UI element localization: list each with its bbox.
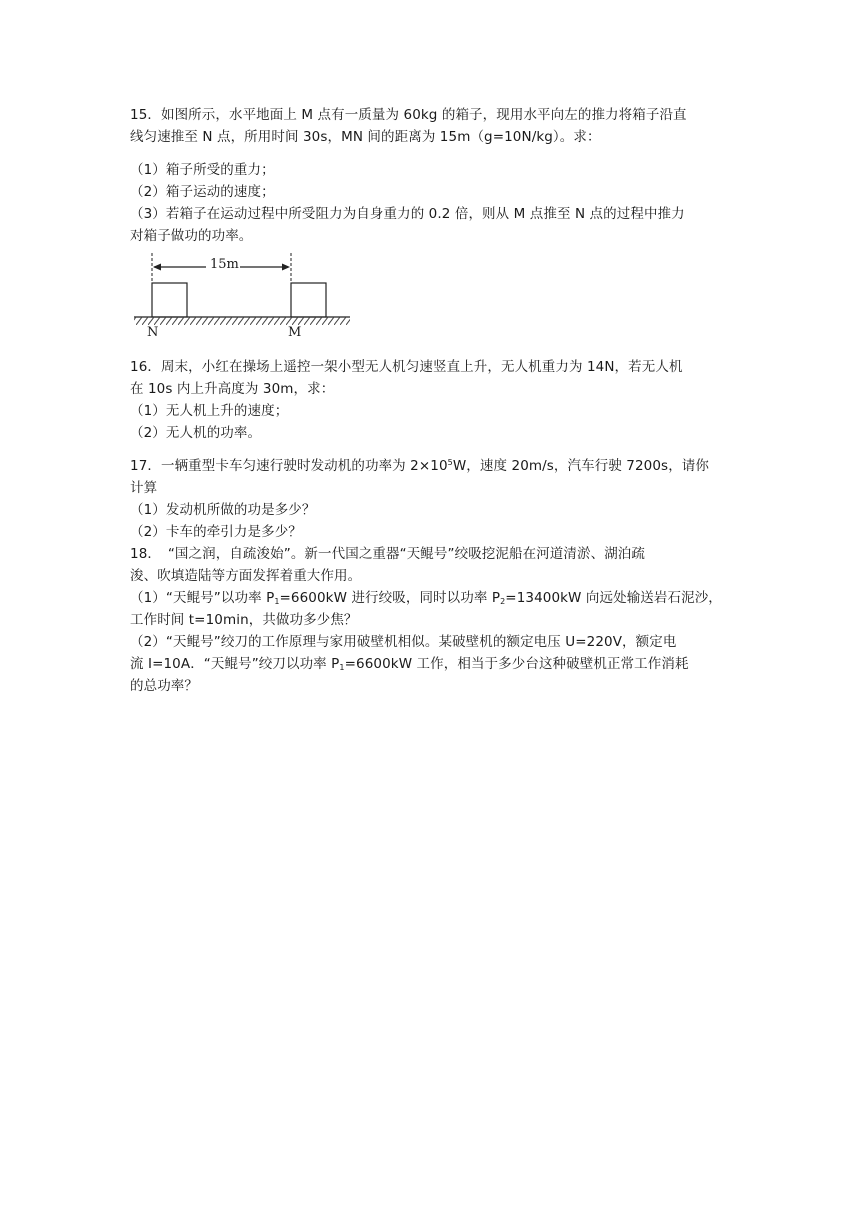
- q18-stem-line1: 18． “国之润，自疏浚始”。新一代国之重器“天鲲号”绞吸挖泥船在河道清淤、湖泊疏: [130, 546, 646, 562]
- point-n-label: N: [147, 325, 159, 340]
- q16-part1: （1）无人机上升的速度；: [130, 403, 289, 419]
- worksheet-page: [130, 104, 735, 697]
- q17-part2: （2）卡车的牵引力是多少？: [130, 524, 302, 540]
- q15-part1: （1）箱子所受的重力；: [130, 162, 275, 178]
- q15-stem-line2: 线匀速推至 N 点，所用时间 30s，MN 间的距离为 15m（g=10N/kg）。求：: [130, 129, 601, 145]
- q16-stem-line1: 16．周末，小红在操场上遥控一架小型无人机匀速竖直上升，无人机重力为 14N，若无人机: [130, 359, 683, 375]
- q16-stem-line2: 在 10s 内上升高度为 30m，求：: [130, 381, 335, 397]
- q17-stem-line1: 17．一辆重型卡车匀速行驶时发动机的功率为 $2\times 10^5W$，速度 20m/s，汽车行驶 7200s，请你: [130, 458, 709, 474]
- q17-part1: （1）发动机所做的功是多少？: [130, 502, 316, 518]
- question-17: [130, 455, 735, 543]
- q18-part2-line2: 流 I=10A．“天鲲号”绞刀以功率 $P_1=6600kW$ 工作，相当于多少台这种破壁机正常工作消耗: [130, 656, 689, 672]
- q15-part3-line2: 对箱子做功的功率。: [130, 228, 253, 244]
- q17-stem-line2: 计算: [130, 480, 158, 496]
- distance-label: 15m: [210, 257, 239, 272]
- point-m-label: M: [288, 325, 302, 340]
- q15-part2: （2）箱子运动的速度；: [130, 184, 275, 200]
- box-at-n: [152, 283, 187, 317]
- q15-part3-line1: （3）若箱子在运动过程中所受阻力为自身重力的 0.2 倍，则从 M 点推至 N 点的过程中推力: [130, 206, 685, 222]
- question-16: [130, 356, 735, 444]
- q18-part1-line1: （1）“天鲲号”以功率 $P_1=6600kW$ 进行绞吸，同时以功率 $P_2=13400kW$ 向远处输送岩石泥沙，: [130, 590, 722, 606]
- q15-box-diagram: [130, 253, 360, 345]
- q15-stem-line1: 15．如图所示，水平地面上 M 点有一质量为 60kg 的箱子，现用水平向左的推力将箱子沿直: [130, 107, 687, 123]
- question-18: [130, 543, 735, 697]
- box-at-m: [291, 283, 326, 317]
- q18-part2-line1: （2）“天鲲号”绞刀的工作原理与家用破壁机相似。某破壁机的额定电压 U=220V，额定电: [130, 634, 677, 650]
- q16-part2: （2）无人机的功率。: [130, 425, 262, 441]
- q18-part2-line3: 的总功率？: [130, 678, 198, 694]
- q18-part1-line2: 工作时间 t=10min，共做功多少焦？: [130, 612, 358, 628]
- ground-hatch: [134, 317, 350, 325]
- question-15: [130, 104, 735, 345]
- q18-stem-line2: 浚、吹填造陆等方面发挥着重大作用。: [130, 568, 362, 584]
